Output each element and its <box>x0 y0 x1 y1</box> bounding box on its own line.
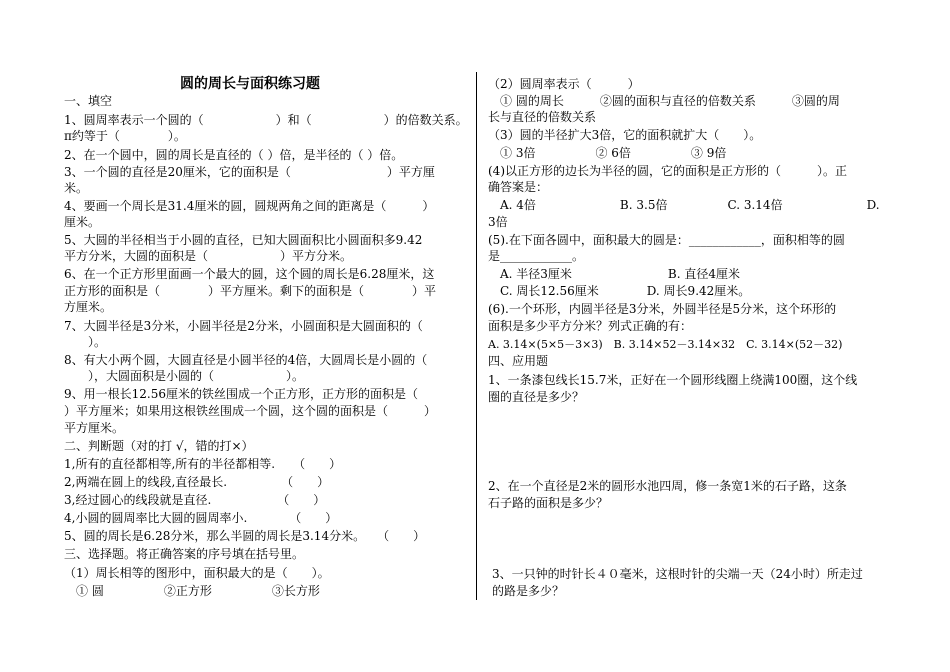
choice-options: A. 4倍 B. 3.5倍 C. 3.14倍 D. <box>488 198 880 212</box>
question-line: ），大圆面积是小圆的（ ）。 <box>64 369 305 383</box>
choice-question: 面积是多少平方分米？列式正确的有： <box>488 319 693 333</box>
judgement-item: 4,小圆的圆周率比大圆的圆周率小. （ ） <box>64 511 338 525</box>
application-question: 3、一只钟的时针长４０毫米，这根时针的尖端一天（24小时）所走过 <box>492 567 863 581</box>
question-line: 正方形的面积是（ ）平方厘米。剩下的面积是（ ）平 <box>64 284 437 298</box>
question-line: 5、大圆的半径相当于小圆的直径，已知大圆面积比小圆面积多9.42 <box>64 233 423 247</box>
choice-question: (4)以正方形的边长为半径的圆，它的面积是正方形的（ ）。正 <box>488 164 848 178</box>
choice-options: ① 圆 ②正方形 ③长方形 <box>64 584 320 598</box>
choice-question: 确答案是： <box>488 180 549 194</box>
choice-options: 长与直径的倍数关系 <box>488 110 597 124</box>
question-line: 8、有大小两个圆，大圆直径是小圆半径的4倍，大圆周长是小圆的（ <box>64 353 428 367</box>
question-line: 7、大圆半径是3分米，小圆半径是2分米，小圆面积是大圆面积的（ <box>64 319 423 333</box>
choice-options: C. 周长12.56厘米 D. 周长9.42厘米。 <box>488 284 751 298</box>
choice-question: （1）周长相等的图形中，面积最大的是（ ）。 <box>64 566 330 580</box>
judgement-item: 1,所有的直径都相等,所有的半径都相等. （ ） <box>64 457 342 471</box>
question-line: ）平方厘米；如果用这根铁丝围成一个圆，这个圆的面积是（ ） <box>64 404 437 418</box>
choice-question: (6).一个环形，内圆半径是3分米，外圆半径是5分米，这个环形的 <box>488 302 837 316</box>
choice-options: ① 圆的周长 ②圆的面积与直径的倍数关系 ③圆的周 <box>488 94 840 108</box>
question-line: 3、一个圆的直径是20厘米，它的面积是（ ）平方厘 <box>64 165 435 179</box>
question-line: 9、用一根长12.56厘米的铁丝围成一个正方形，正方形的面积是（ <box>64 387 418 401</box>
question-line: 米。 <box>64 181 89 195</box>
question-line: π约等于（ ）。 <box>64 129 186 143</box>
choice-options: A. 半径3厘米 B. 直径4厘米 <box>488 267 741 281</box>
choice-options: A. 3.14×(5×5－3×3) B. 3.14×52－3.14×32 C. 3.14×(52－32) <box>488 338 843 351</box>
choice-question: （2）圆周率表示（ ） <box>488 77 640 91</box>
choice-question: 是____________。 <box>488 249 585 263</box>
choice-question: (5).在下面各圆中，面积最大的圆是：____________，面积相等的圆 <box>488 233 845 247</box>
judgement-item: 3,经过圆心的线段就是直径. （ ） <box>64 493 326 507</box>
question-line: 方厘米。 <box>64 300 113 314</box>
choice-options: 3倍 <box>488 215 508 229</box>
question-line: 2、在一个圆中，圆的周长是直径的（ ）倍，是半径的（ ）倍。 <box>64 148 404 162</box>
section-application-heading: 四、应用题 <box>488 354 549 368</box>
application-question: 圈的直径是多少？ <box>488 390 585 404</box>
judgement-item: 2,两端在圆上的线段,直径最长. （ ） <box>64 475 330 489</box>
question-line: 1、圆周率表示一个圆的（ ）和（ ）的倍数关系。 <box>64 113 468 127</box>
section-judgement-heading: 二、判断题（对的打 √，错的打×） <box>64 439 254 453</box>
choice-options: ① 3倍 ② 6倍 ③ 9倍 <box>488 146 727 160</box>
column-divider <box>476 72 477 600</box>
choice-question: （3）圆的半径扩大3倍，它的面积就扩大（ ）。 <box>488 128 762 142</box>
application-question: 1、一条漆包线长15.7米，正好在一个圆形线圈上绕满100圈，这个线 <box>488 373 858 387</box>
application-question: 2、在一个直径是2米的圆形水池四周，修一条宽1米的石子路，这条 <box>488 479 847 493</box>
question-line: 6、在一个正方形里面画一个最大的圆，这个圆的周长是6.28厘米，这 <box>64 267 435 281</box>
question-line: 平方厘米。 <box>64 421 125 435</box>
section-fill-blank-heading: 一、填空 <box>64 94 113 108</box>
application-question: 石子路的面积是多少？ <box>488 496 609 510</box>
section-choice-heading: 三、选择题。将正确答案的序号填在括号里。 <box>64 547 305 561</box>
question-line: 4、要画一个周长是31.4厘米的圆，圆规两角之间的距离是（ ） <box>64 199 435 213</box>
page-title: 圆的周长与面积练习题 <box>180 76 320 92</box>
question-line: ）。 <box>64 335 107 349</box>
question-line: 厘米。 <box>64 215 101 229</box>
judgement-item: 5、圆的周长是6.28分米，那么半圆的周长是3.14分米。 （ ） <box>64 529 426 543</box>
application-question: 的路是多少？ <box>492 584 565 598</box>
question-line: 平方分米，大圆的面积是（ ）平方分米。 <box>64 249 353 263</box>
